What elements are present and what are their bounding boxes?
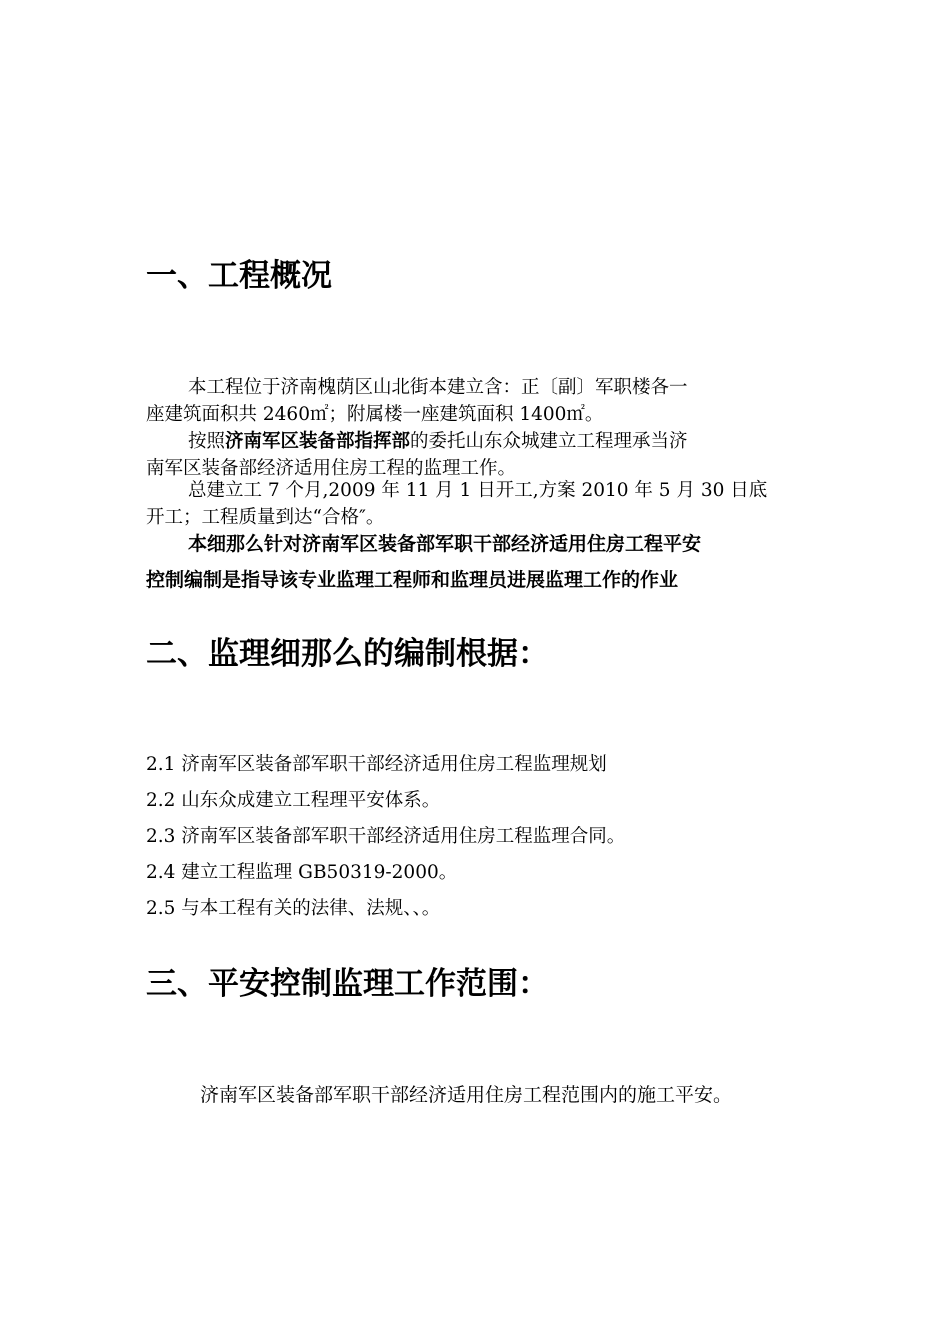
paragraph-line: 本细那么针对济南军区装备部军职干部经济适用住房工程平安	[188, 533, 702, 555]
section-1-paragraph-purpose	[146, 526, 826, 598]
text-run: 的委托山东众城建立工程理承当济	[410, 431, 688, 452]
section-3-scope-text: 济南军区装备部军职干部经济适用住房工程范围内的施工平安。	[200, 1084, 733, 1106]
basis-list-item: 2.3 济南军区装备部军职干部经济适用住房工程监理合同。	[146, 826, 626, 847]
section-1-paragraph-entrust	[146, 428, 826, 482]
basis-list-item: 2.5 与本工程有关的法律、法规、、。	[146, 898, 441, 919]
paragraph-line	[146, 428, 826, 455]
basis-list-item: 2.2 山东众成建立工程理平安体系。	[146, 790, 441, 811]
client-name: 济南军区装备部指挥部	[225, 431, 411, 452]
paragraph-line: 总建立工 7 个月,2009 年 11 月 1 日开工,方案 2010 年 5 月 30 日底	[188, 480, 768, 501]
section-1-paragraph-schedule	[146, 477, 826, 531]
section-1-heading: 一、工程概况	[146, 258, 332, 294]
paragraph-line: 开工；工程质量到达“合格″。	[146, 507, 385, 528]
section-2-heading: 二、监理细那么的编制根据：	[146, 636, 549, 672]
paragraph-line: 控制编制是指导该专业监理工程师和监理员进展监理工作的作业	[146, 569, 679, 591]
paragraph-line: 南军区装备部经济适用住房工程的监理工作。	[146, 458, 517, 479]
paragraph-line: 座建筑面积共 2460㎡；附属楼一座建筑面积 1400㎡。	[146, 404, 604, 425]
section-3-heading: 三、平安控制监理工作范围：	[146, 966, 549, 1002]
basis-list-item: 2.1 济南军区装备部军职干部经济适用住房工程监理规划	[146, 754, 607, 775]
paragraph-line: 本工程位于济南槐荫区山北街本建立含：正〔副〕军职楼各一	[188, 377, 688, 398]
section-1-paragraph-location	[146, 374, 826, 428]
text-run: 按照	[188, 431, 226, 452]
basis-list-item: 2.4 建立工程监理 GB50319-2000。	[146, 862, 458, 883]
